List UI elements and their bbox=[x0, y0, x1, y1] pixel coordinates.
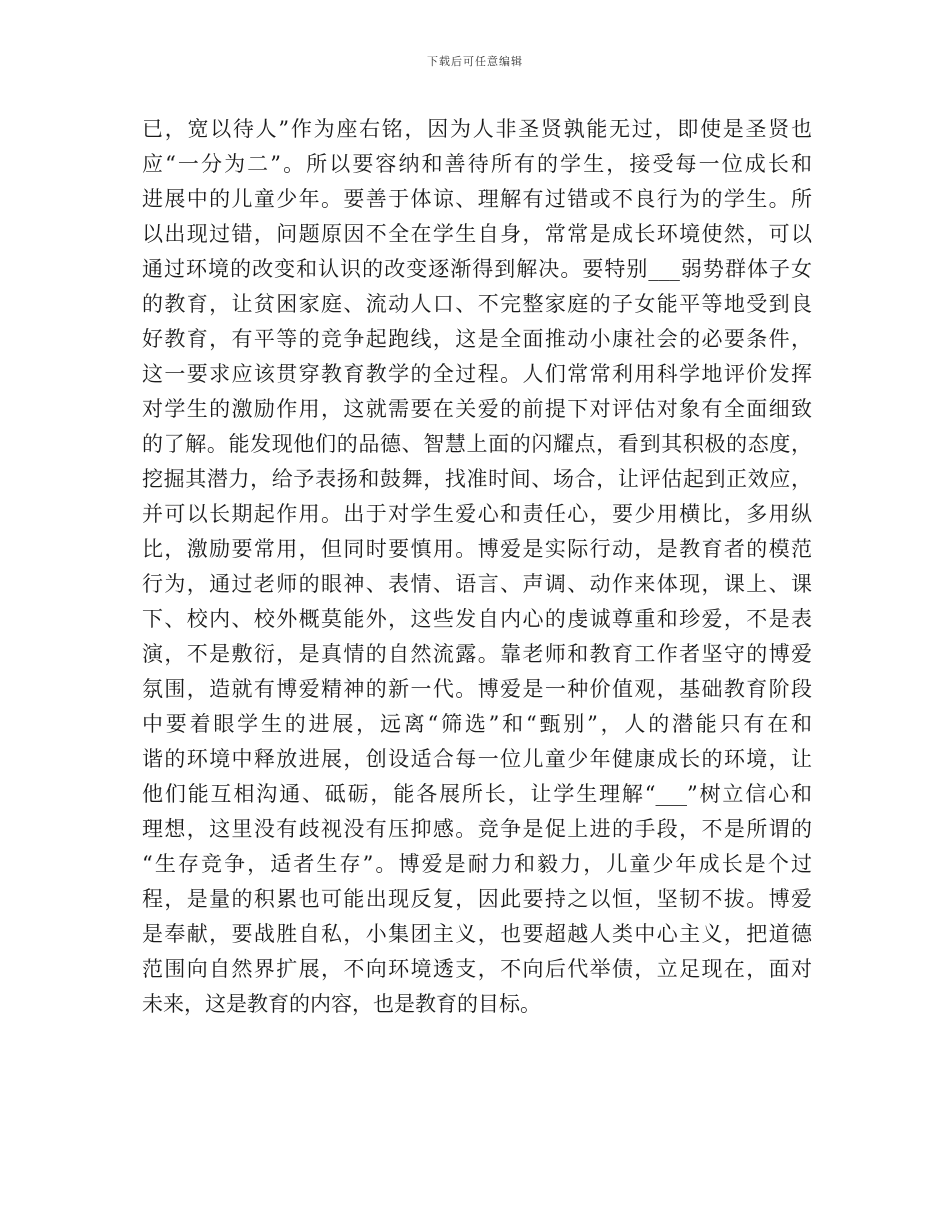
text-line: 好教育，有平等的竞争起跑线，这是全面推动小康社会的必要条件， bbox=[142, 327, 812, 351]
text-line: 是奉献，要战胜自私，小集团主义，也要超越人类中心主义，把道德 bbox=[142, 922, 812, 946]
text-line: 范围向自然界扩展，不向环境透支，不向后代举债，立足现在，面对 bbox=[142, 957, 812, 981]
text-line: 他们能互相沟通、砥砺，能各展所长，让学生理解“___”树立信心和 bbox=[142, 782, 812, 806]
text-line: 的教育，让贫困家庭、流动人口、不完整家庭的子女能平等地受到良 bbox=[142, 292, 812, 316]
text-line: 以出现过错，问题原因不全在学生自身，常常是成长环境使然，可以 bbox=[142, 222, 812, 246]
text-line: 的了解。能发现他们的品德、智慧上面的闪耀点，看到其积极的态度， bbox=[142, 432, 812, 456]
text-line: 比，激励要常用，但同时要慎用。博爱是实际行动，是教育者的模范 bbox=[142, 537, 812, 561]
text-line: 演，不是敷衍，是真情的自然流露。靠老师和教育工作者坚守的博爱 bbox=[142, 642, 812, 666]
text-line: “生存竞争，适者生存”。博爱是耐力和毅力，儿童少年成长是个过 bbox=[142, 852, 812, 876]
text-line: 行为，通过老师的眼神、表情、语言、声调、动作来体现，课上、课 bbox=[142, 572, 812, 596]
page-header: 下载后可任意编辑 bbox=[427, 55, 523, 68]
text-line: 应“一分为二”。所以要容纳和善待所有的学生，接受每一位成长和 bbox=[142, 152, 812, 176]
text-line: 通过环境的改变和认识的改变逐渐得到解决。要特别___弱势群体子女 bbox=[142, 257, 812, 281]
text-line: 理想，这里没有歧视没有压抑感。竞争是促上进的手段，不是所谓的 bbox=[142, 817, 812, 841]
text-line: 并可以长期起作用。出于对学生爱心和责任心，要少用横比，多用纵 bbox=[142, 502, 812, 526]
text-line: 进展中的儿童少年。要善于体谅、理解有过错或不良行为的学生。所 bbox=[142, 187, 812, 211]
text-line: 这一要求应该贯穿教育教学的全过程。人们常常利用科学地评价发挥 bbox=[142, 362, 812, 386]
text-line: 对学生的激励作用，这就需要在关爱的前提下对评估对象有全面细致 bbox=[142, 397, 812, 421]
text-line: 程，是量的积累也可能出现反复，因此要持之以恒，坚韧不拔。博爱 bbox=[142, 887, 812, 911]
document-body bbox=[142, 112, 812, 1022]
text-line: 挖掘其潜力，给予表扬和鼓舞，找准时间、场合，让评估起到正效应， bbox=[142, 467, 812, 491]
text-line: 中要着眼学生的进展，远离“筛选”和“甄别”，人的潜能只有在和 bbox=[142, 712, 812, 736]
text-line: 氛围，造就有博爱精神的新一代。博爱是一种价值观，基础教育阶段 bbox=[142, 677, 812, 701]
text-line: 已，宽以待人”作为座右铭，因为人非圣贤孰能无过，即使是圣贤也 bbox=[142, 117, 812, 141]
text-line: 下、校内、校外概莫能外，这些发自内心的虔诚尊重和珍爱，不是表 bbox=[142, 607, 812, 631]
text-line: 谐的环境中释放进展，创设适合每一位儿童少年健康成长的环境，让 bbox=[142, 747, 812, 771]
text-line-last: 未来，这是教育的内容，也是教育的目标。 bbox=[142, 992, 541, 1016]
